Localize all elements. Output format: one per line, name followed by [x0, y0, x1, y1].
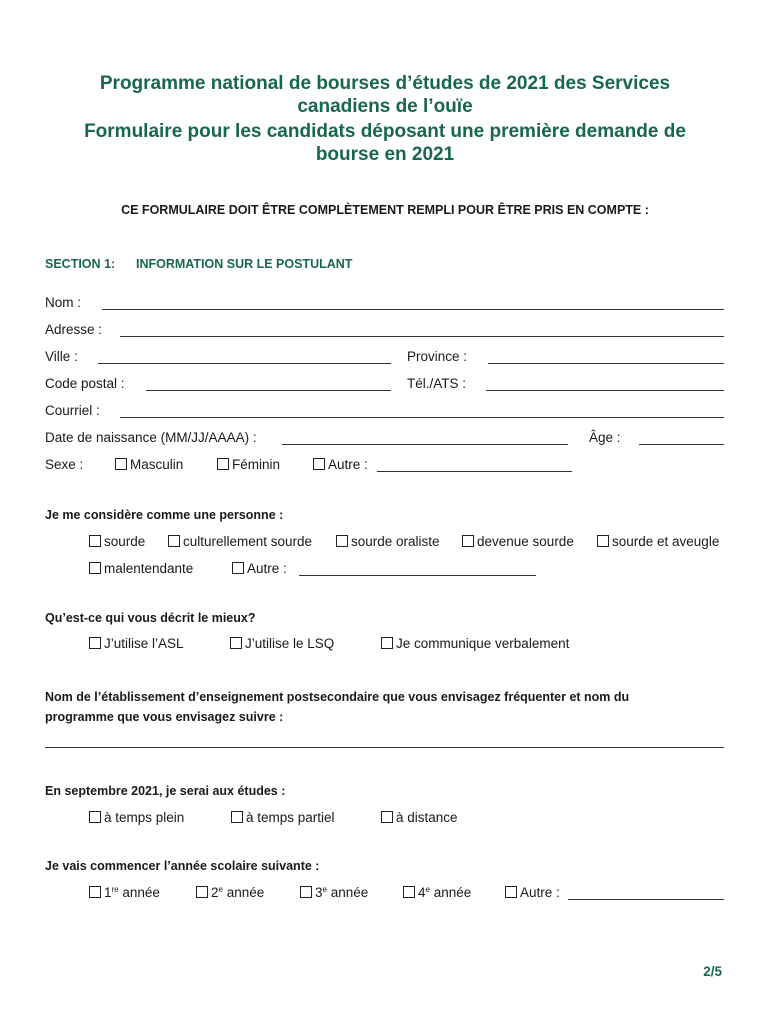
september-question: En septembre 2021, je serai aux études :: [45, 784, 286, 798]
identity-option-sourde[interactable]: [89, 534, 145, 549]
province-field[interactable]: [488, 363, 724, 364]
sexe-autre-field[interactable]: [377, 471, 572, 472]
option-label: J’utilise l’ASL: [104, 636, 184, 651]
adresse-label: Adresse :: [45, 322, 103, 337]
option-label: année: [429, 885, 472, 900]
option-superscript: re: [111, 885, 119, 894]
option-label: culturellement sourde: [183, 534, 313, 549]
institution-question-line-2: programme que vous envisagez suivre :: [45, 710, 284, 724]
sexe-masculin-option[interactable]: [115, 457, 183, 472]
ville-field[interactable]: [98, 363, 391, 364]
checkbox[interactable]: [89, 562, 101, 574]
date-naissance-field[interactable]: [282, 444, 568, 445]
page-title: [40, 72, 730, 118]
school-year-option-4[interactable]: [403, 885, 471, 900]
code-postal-field[interactable]: [146, 390, 391, 391]
school-year-option-autre[interactable]: [505, 885, 560, 900]
september-option-distance[interactable]: [381, 810, 458, 825]
institution-question: [45, 687, 629, 727]
title-line-1: Programme national de bourses d’études de 2021 des Services: [99, 73, 671, 94]
describe-question: Qu’est-ce qui vous décrit le mieux?: [45, 611, 256, 625]
checkbox[interactable]: [196, 886, 208, 898]
checkbox[interactable]: [313, 458, 325, 470]
describe-option-verbal[interactable]: [381, 636, 569, 651]
identity-option-malentendante[interactable]: [89, 561, 193, 576]
option-number: 3: [315, 885, 323, 900]
checkbox[interactable]: [403, 886, 415, 898]
checkbox[interactable]: [89, 811, 101, 823]
option-label: sourde et aveugle: [612, 534, 720, 549]
tel-label: Tél./ATS :: [407, 376, 467, 391]
option-label: Féminin: [232, 457, 281, 472]
option-label: à distance: [396, 810, 458, 825]
sexe-autre-option[interactable]: [313, 457, 368, 472]
option-label: Masculin: [130, 457, 184, 472]
identity-option-devenue-sourde[interactable]: [462, 534, 574, 549]
code-postal-label: Code postal :: [45, 376, 125, 391]
age-label: Âge :: [589, 430, 621, 445]
describe-option-asl[interactable]: [89, 636, 184, 651]
institution-field[interactable]: [45, 747, 724, 748]
section-number: SECTION 1:: [45, 257, 116, 271]
nom-label: Nom :: [45, 295, 82, 310]
option-label: Autre :: [328, 457, 368, 472]
courriel-label: Courriel :: [45, 403, 100, 418]
identity-question: Je me considère comme une personne :: [45, 508, 284, 522]
option-label: année: [222, 885, 265, 900]
option-superscript: e: [218, 885, 223, 894]
option-superscript: e: [322, 885, 327, 894]
school-year-question: Je vais commencer l’année scolaire suivante :: [45, 859, 320, 873]
checkbox[interactable]: [462, 535, 474, 547]
identity-option-sourde-aveugle[interactable]: [597, 534, 719, 549]
tel-field[interactable]: [486, 390, 724, 391]
title-line-2: canadiens de l’ouïe: [297, 96, 473, 117]
school-year-option-2[interactable]: [196, 885, 264, 900]
identity-option-sourde-oraliste[interactable]: [336, 534, 440, 549]
checkbox[interactable]: [89, 637, 101, 649]
option-label: sourde oraliste: [351, 534, 440, 549]
checkbox[interactable]: [381, 811, 393, 823]
checkbox[interactable]: [505, 886, 517, 898]
subtitle-line-1: Formulaire pour les candidats déposant une première demande de: [84, 121, 686, 142]
checkbox[interactable]: [115, 458, 127, 470]
checkbox[interactable]: [89, 535, 101, 547]
september-option-partiel[interactable]: [231, 810, 335, 825]
courriel-field[interactable]: [120, 417, 724, 418]
option-number: 4: [418, 885, 426, 900]
option-label: Autre :: [520, 885, 560, 900]
option-superscript: e: [425, 885, 430, 894]
adresse-field[interactable]: [120, 336, 724, 337]
option-label: Je communique verbalement: [396, 636, 570, 651]
completion-notice: CE FORMULAIRE DOIT ÊTRE COMPLÈTEMENT REMPLI POUR ÊTRE PRIS EN COMPTE :: [121, 203, 649, 217]
nom-field[interactable]: [102, 309, 724, 310]
checkbox[interactable]: [168, 535, 180, 547]
identity-option-autre[interactable]: [232, 561, 287, 576]
date-naissance-label: Date de naissance (MM/JJ/AAAA) :: [45, 430, 257, 445]
option-label: année: [326, 885, 369, 900]
describe-option-lsq[interactable]: [230, 636, 334, 651]
school-year-autre-field[interactable]: [568, 899, 724, 900]
checkbox[interactable]: [231, 811, 243, 823]
option-label: Autre :: [247, 561, 287, 576]
option-number: 2: [211, 885, 219, 900]
option-number: 1: [104, 885, 112, 900]
institution-question-line-1: Nom de l’établissement d’enseignement postsecondaire que vous envisagez fréquenter et nom du: [45, 690, 630, 704]
page-number: 2/5: [703, 964, 722, 979]
school-year-option-3[interactable]: [300, 885, 368, 900]
checkbox[interactable]: [300, 886, 312, 898]
identity-autre-field[interactable]: [299, 575, 536, 576]
option-label: année: [118, 885, 160, 900]
option-label: sourde: [104, 534, 146, 549]
checkbox[interactable]: [232, 562, 244, 574]
section-title: INFORMATION SUR LE POSTULANT: [136, 257, 353, 271]
checkbox[interactable]: [89, 886, 101, 898]
option-label: J’utilise le LSQ: [245, 636, 335, 651]
option-label: à temps partiel: [246, 810, 335, 825]
option-label: malentendante: [104, 561, 194, 576]
checkbox[interactable]: [336, 535, 348, 547]
province-label: Province :: [407, 349, 468, 364]
checkbox[interactable]: [230, 637, 242, 649]
sexe-label: Sexe :: [45, 457, 84, 472]
sexe-feminin-option[interactable]: [217, 457, 280, 472]
ville-label: Ville :: [45, 349, 78, 364]
page-subtitle: [40, 120, 730, 166]
september-option-plein[interactable]: [89, 810, 184, 825]
age-field[interactable]: [639, 444, 724, 445]
checkbox[interactable]: [381, 637, 393, 649]
option-label: à temps plein: [104, 810, 185, 825]
checkbox[interactable]: [597, 535, 609, 547]
checkbox[interactable]: [217, 458, 229, 470]
option-label: devenue sourde: [477, 534, 574, 549]
identity-option-culturellement-sourde[interactable]: [168, 534, 312, 549]
school-year-option-1[interactable]: [89, 885, 160, 900]
subtitle-line-2: bourse en 2021: [315, 144, 455, 165]
